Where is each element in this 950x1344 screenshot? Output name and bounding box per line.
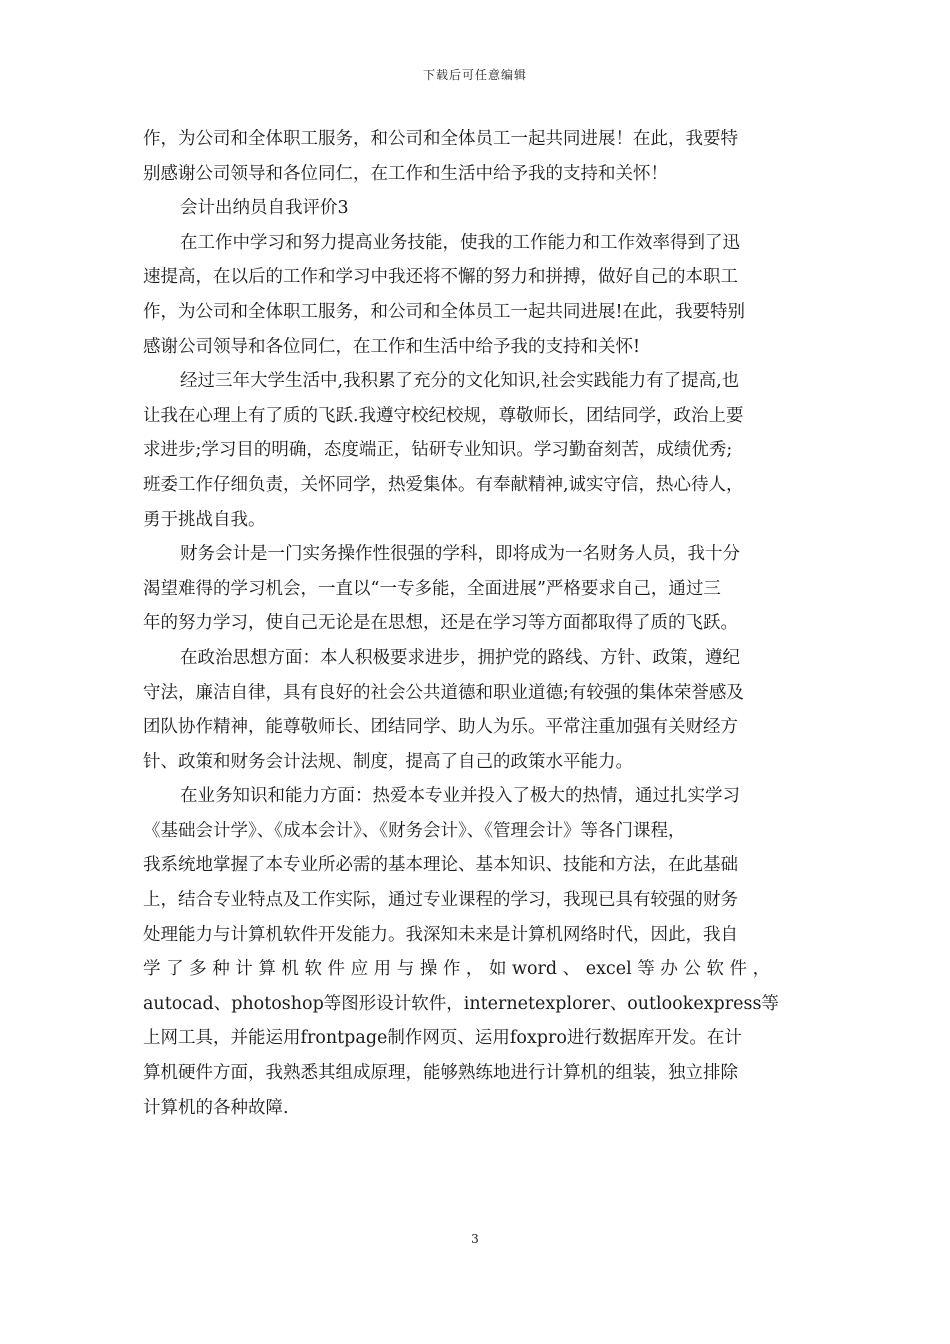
text-line: 让我在心理上有了质的飞跃.我遵守校纪校规，尊敬师长，团结同学，政治上要 (143, 405, 744, 426)
text-line: 计算机的各种故障. (143, 1097, 289, 1118)
text-line: 针、政策和财务会计法规、制度，提高了自己的政策水平能力。 (143, 751, 633, 772)
text-line: 《基础会计学》、《成本会计》、《财务会计》、《管理会计》等各门课程， (143, 820, 686, 841)
text-line: 班委工作仔细负责，关怀同学，热爱集体。有奉献精神,诚实守信，热心待人， (143, 474, 744, 495)
text-line: 学 了 多 种 计 算 机 软 件 应 用 与 操 作 ， 如 word 、 excel 等 办 公 软 件 ， (143, 959, 771, 980)
text-line: 守法，廉洁自律，具有良好的社会公共道德和职业道德;有较强的集体荣誉感及 (143, 682, 744, 703)
text-line: 别感谢公司领导和各位同仁，在工作和生活中给予我的支持和关怀！ (143, 163, 668, 184)
text-line: 在工作中学习和努力提高业务技能，使我的工作能力和工作效率得到了迅 (180, 232, 740, 253)
text-line: 财务会计是一门实务操作性很强的学科，即将成为一名财务人员，我十分 (180, 544, 740, 565)
text-line: 处理能力与计算机软件开发能力。我深知未来是计算机网络时代，因此，我自 (143, 924, 738, 945)
document-body (143, 122, 807, 1125)
text-line: 算机硬件方面，我熟悉其组成原理，能够熟练地进行计算机的组装，独立排除 (143, 1063, 738, 1084)
text-line: 在业务知识和能力方面：热爱本专业并投入了极大的热情，通过扎实学习 (180, 786, 740, 807)
text-line: 求进步;学习目的明确，态度端正，钻研专业知识。学习勤奋刻苦，成绩优秀; (143, 440, 733, 461)
page-header: 下载后可任意编辑 (422, 68, 527, 82)
text-line: 我系统地掌握了本专业所必需的基本理论、基本知识、技能和方法，在此基础 (143, 855, 738, 876)
text-line: 在政治思想方面：本人积极要求进步，拥护党的路线、方针、政策，遵纪 (180, 647, 740, 668)
text-line: autocad、photoshop等图形设计软件，internetexplorer、outlookexpress等 (143, 993, 779, 1014)
page-number: 3 (471, 1232, 479, 1246)
text-line: 团队协作精神，能尊敬师长、团结同学、助人为乐。平常注重加强有关财经方 (143, 717, 738, 738)
section-heading: 会计出纳员自我评价3 (180, 198, 349, 219)
text-line: 速提高，在以后的工作和学习中我还将不懈的努力和拼搏，做好自己的本职工 (143, 267, 738, 288)
text-line: 感谢公司领导和各位同仁，在工作和生活中给予我的支持和关怀! (143, 336, 641, 357)
text-line: 作，为公司和全体职工服务，和公司和全体员工一起共同进展!在此，我要特别 (143, 301, 746, 322)
text-line: 作，为公司和全体职工服务，和公司和全体员工一起共同进展！在此，我要特 (143, 129, 738, 149)
text-line: 上，结合专业特点及工作实际，通过专业课程的学习，我现已具有较强的财务 (143, 890, 738, 911)
text-line: 年的努力学习，使自己无论是在思想，还是在学习等方面都取得了质的飞跃。 (143, 613, 738, 634)
text-line: 勇于挑战自我。 (143, 509, 266, 530)
text-line: 上网工具，并能运用frontpage制作网页、运用foxpro进行数据库开发。在计 (143, 1028, 742, 1049)
text-line: 渴望难得的学习机会，一直以“一专多能，全面进展”严格要求自己，通过三 (143, 578, 721, 599)
text-line: 经过三年大学生活中,我积累了充分的文化知识,社会实践能力有了提高,也 (180, 371, 740, 392)
